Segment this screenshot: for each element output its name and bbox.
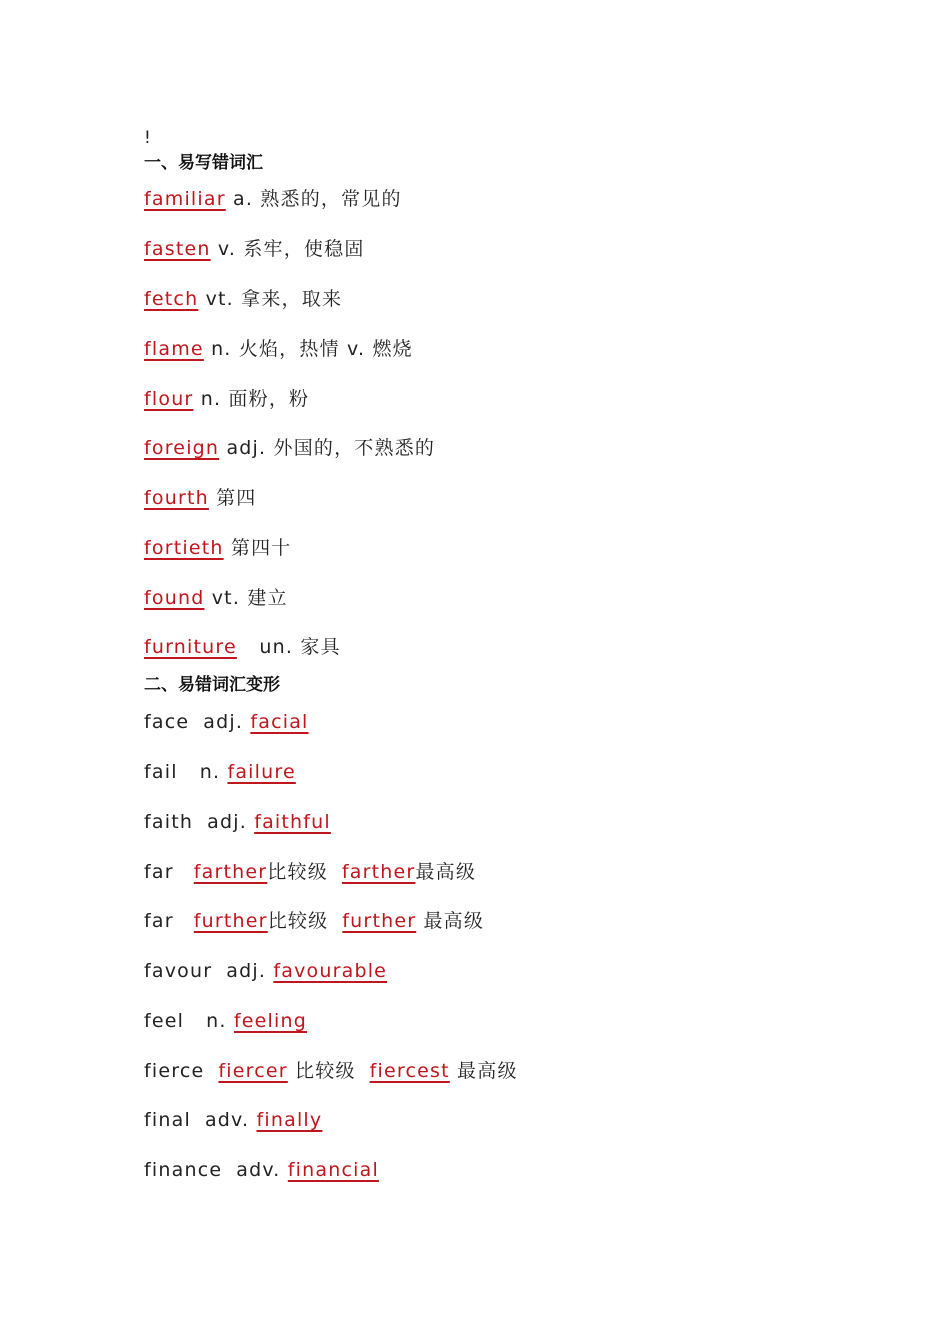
superlative-label: 最高级 — [457, 1060, 518, 1082]
base-word: fierce — [144, 1060, 205, 1082]
vocab-definition: adj. 外国的，不熟悉的 — [226, 437, 436, 459]
comparative-label: 比较级 — [267, 910, 329, 932]
base-word: face — [144, 711, 190, 733]
vocab-line — [144, 384, 309, 414]
vocab-line — [144, 483, 257, 513]
variant-form: facial — [250, 711, 309, 733]
superlative-form: fiercest — [369, 1060, 450, 1082]
base-word: favour — [144, 960, 213, 982]
vocab-line — [144, 334, 413, 364]
comparative-label: 比较级 — [295, 1060, 356, 1082]
vocab-line — [144, 583, 288, 613]
vocab-definition: vt. 建立 — [211, 587, 288, 609]
variant-line — [144, 1056, 518, 1086]
variant-line — [144, 1155, 379, 1185]
variant-form: favourable — [273, 960, 388, 982]
vocab-line — [144, 433, 435, 463]
vocab-word: fasten — [144, 238, 211, 260]
vocab-line — [144, 632, 341, 662]
vocab-line — [144, 533, 292, 563]
superlative-label: 最高级 — [415, 861, 477, 883]
vocab-definition: 第四 — [216, 487, 257, 509]
vocab-line — [144, 234, 365, 264]
part-of-speech: adv. — [236, 1159, 281, 1181]
variant-line — [144, 857, 476, 887]
part-of-speech: n. — [199, 761, 221, 783]
comparative-label: 比较级 — [267, 861, 328, 883]
vocab-word: fortieth — [144, 537, 224, 559]
variant-form: failure — [227, 761, 296, 783]
vocab-word: fetch — [144, 288, 199, 310]
vocab-word: foreign — [144, 437, 220, 459]
vocab-word: familiar — [144, 188, 226, 210]
variant-form: financial — [287, 1159, 379, 1181]
section-heading-1: 一、易写错词汇 — [144, 153, 263, 173]
vocab-word: fourth — [144, 487, 209, 509]
base-word: far — [144, 910, 174, 932]
vocab-word: flour — [144, 388, 194, 410]
vocab-definition: a. 熟悉的，常见的 — [232, 188, 402, 210]
part-of-speech: n. — [206, 1010, 227, 1032]
vocab-line — [144, 284, 342, 314]
variant-line — [144, 906, 484, 936]
vocab-line — [144, 184, 402, 214]
part-of-speech: adj. — [226, 960, 267, 982]
base-word: final — [144, 1109, 191, 1131]
vocab-definition: vt. 拿来，取来 — [205, 288, 343, 310]
comparative-form: further — [193, 910, 268, 932]
vocab-word: furniture — [144, 636, 237, 658]
variant-form: finally — [256, 1109, 323, 1131]
superlative-form: further — [342, 910, 417, 932]
vocab-word: found — [144, 587, 205, 609]
superlative-label: 最高级 — [423, 910, 485, 932]
variant-line — [144, 807, 331, 837]
variant-line — [144, 1105, 322, 1135]
section-heading-2: 二、易错词汇变形 — [144, 675, 280, 695]
variant-line — [144, 757, 296, 787]
variant-line — [144, 707, 309, 737]
variant-line — [144, 956, 387, 986]
base-word: finance — [144, 1159, 223, 1181]
vocab-definition: n. 火焰，热情 v. 燃烧 — [211, 338, 413, 360]
comparative-form: farther — [193, 861, 268, 883]
part-of-speech: adj. — [207, 811, 247, 833]
variant-form: faithful — [254, 811, 331, 833]
vocab-definition: v. 系牢，使稳固 — [217, 238, 365, 260]
variant-line — [144, 1006, 307, 1036]
variant-form: feeling — [233, 1010, 308, 1032]
part-of-speech: adv. — [204, 1109, 250, 1131]
base-word: fail — [144, 761, 178, 783]
exclamation-mark: ! — [144, 128, 151, 148]
base-word: far — [144, 861, 174, 883]
comparative-form: fiercer — [218, 1060, 288, 1082]
vocab-definition: 第四十 — [230, 537, 292, 559]
part-of-speech: adj. — [203, 711, 244, 733]
base-word: feel — [144, 1010, 185, 1032]
vocab-word: flame — [144, 338, 204, 360]
vocab-definition: n. 面粉，粉 — [200, 388, 310, 410]
vocab-definition: un. 家具 — [259, 636, 341, 658]
base-word: faith — [144, 811, 194, 833]
superlative-form: farther — [341, 861, 416, 883]
